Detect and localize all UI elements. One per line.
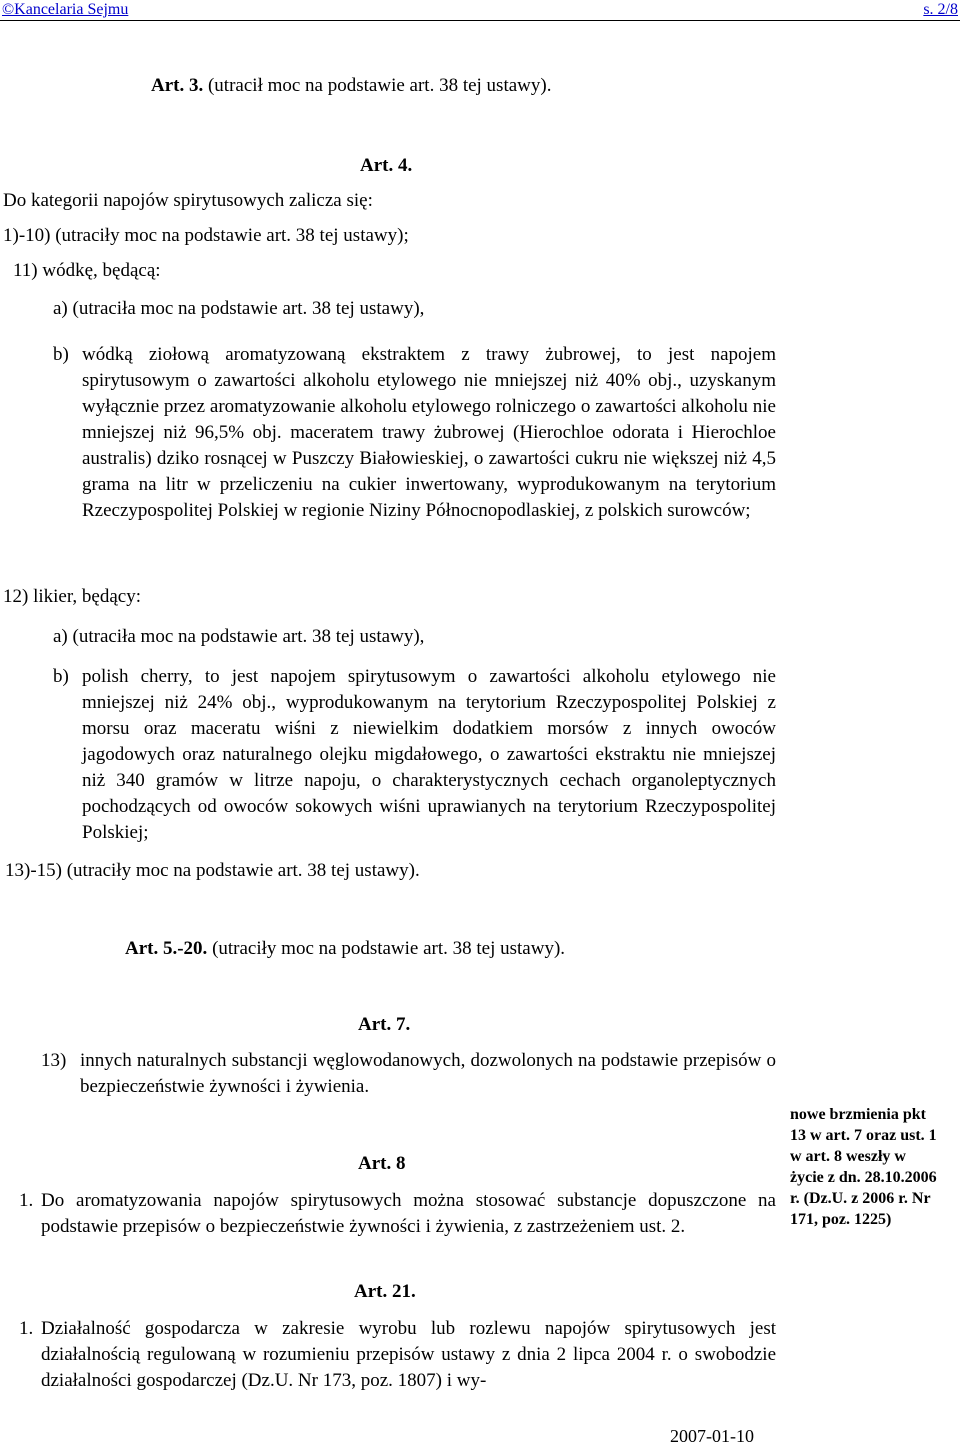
art8-ust-1-num: 1. [19,1190,34,1211]
art4-point-11-b-num: b) [53,344,69,365]
art7-label: Art. 7. [358,1014,411,1035]
page-header [0,0,960,22]
header-page-number-link[interactable]: s. 2/8 [923,1,958,18]
margin-note-line: życie z dn. 28.10.2006 [790,1169,937,1186]
art21-label: Art. 21. [354,1281,416,1302]
art8-ust-1-text: Do aromatyzowania napojów spirytusowych można stosować substancje dopuszczone na podstawie przepisów o bezpieczeństwie żywności i żywienia, z zastrzeżeniem ust. 2. [41,1190,776,1237]
art21-ust-1-num: 1. [19,1318,34,1339]
art7-point-13-num: 13) [41,1050,67,1071]
margin-note-line: nowe brzmienia pkt [790,1106,926,1123]
art4-point-11-b-text: wódką ziołową aromatyzowaną ekstraktem z trawy żubrowej, to jest napojem spirytusowym o zawartości alkoholu etylowego nie mniejszej niż 40% obj., uzyskanym wyłącznie przez aromatyzowanie alkoholu etylowego rolniczego o zawartości alkoholu nie mniejszej niż 96,5% obj. maceratem trawy żubrowej (Hierochloe odorata i Hierochloe australis) dziko rosnącej w Puszczy Białowieskiej, o zawartości cukru nie większej niż 4,5 grama na litr w przeliczeniu na cukier inwertowany, wyprodukowanym na terytorium Rzeczypospolitej Polskiej w regionie Niziny Północnopodlaskiej, z polskich surowców; [82,344,776,521]
art4-label: Art. 4. [360,155,413,176]
margin-note-line: 13 w art. 7 oraz ust. 1 [790,1127,937,1144]
margin-note [790,1104,960,1230]
art3-label: Art. 3. [151,75,204,96]
art21-ust-1-text: Działalność gospodarcza w zakresie wyrobu lub rozlewu napojów spirytusowych jest działalnością regulowaną w rozumieniu przepisów ustawy z dnia 2 lipca 2004 r. o swobodzie działalności gospodarczej (Dz.U. Nr 173, poz. 1807) i wy- [41,1318,776,1391]
art4-point-1-10: 1)-10) (utraciły moc na podstawie art. 38 tej ustawy); [3,225,409,246]
header-divider [0,20,960,21]
art4-point-13-15: 13)-15) (utraciły moc na podstawie art. 38 tej ustawy). [5,860,420,881]
art4-point-12-label: 12) likier, będący: [3,586,141,607]
art4-intro: Do kategorii napojów spirytusowych zalicza się: [3,190,373,211]
art5-20-text: (utraciły moc na podstawie art. 38 tej ustawy). [212,938,566,959]
art5-20-label: Art. 5.-20. [125,938,208,959]
art3-line [151,73,851,99]
art4-point-11-label: 11) wódkę, będącą: [13,260,161,281]
art4-point-11-a: a) (utraciła moc na podstawie art. 38 tej ustawy), [53,298,425,319]
margin-note-line: w art. 8 weszły w [790,1148,906,1165]
margin-note-line: r. (Dz.U. z 2006 r. Nr [790,1190,931,1207]
art4-point-12-a: a) (utraciła moc na podstawie art. 38 tej ustawy), [53,626,425,647]
art4-point-12-b-num: b) [53,666,69,687]
art7-point-13-text: innych naturalnych substancji węglowodanowych, dozwolonych na podstawie przepisów o bezpieczeństwie żywności i żywienia. [80,1050,776,1097]
art3-text: (utracił moc na podstawie art. 38 tej ustawy). [207,75,552,96]
art4-point-12-b-text: polish cherry, to jest napojem spirytusowym o zawartości alkoholu etylowego nie mniejszej niż 24% obj., wyprodukowanym na terytorium Rzeczypospolitej Polskiej z morsu oraz maceratu wiśni z niewielkim dodatkiem morsów z innych owoców jagodowych oraz naturalnego olejku migdałowego, o zawartości ekstraktu nie mniejszej niż 340 gramów w litrze napoju, o charakterystycznych cechach organoleptycznych pochodzących od owoców sokowych wiśni uprawianych na terytorium Rzeczypospolitej Polskiej; [82,666,776,843]
margin-note-line: 171, poz. 1225) [790,1211,892,1228]
header-publisher-link[interactable]: ©Kancelaria Sejmu [2,1,129,18]
art8-label: Art. 8 [358,1153,406,1174]
art5-20-line [125,936,825,962]
footer-date: 2007-01-10 [670,1426,754,1446]
